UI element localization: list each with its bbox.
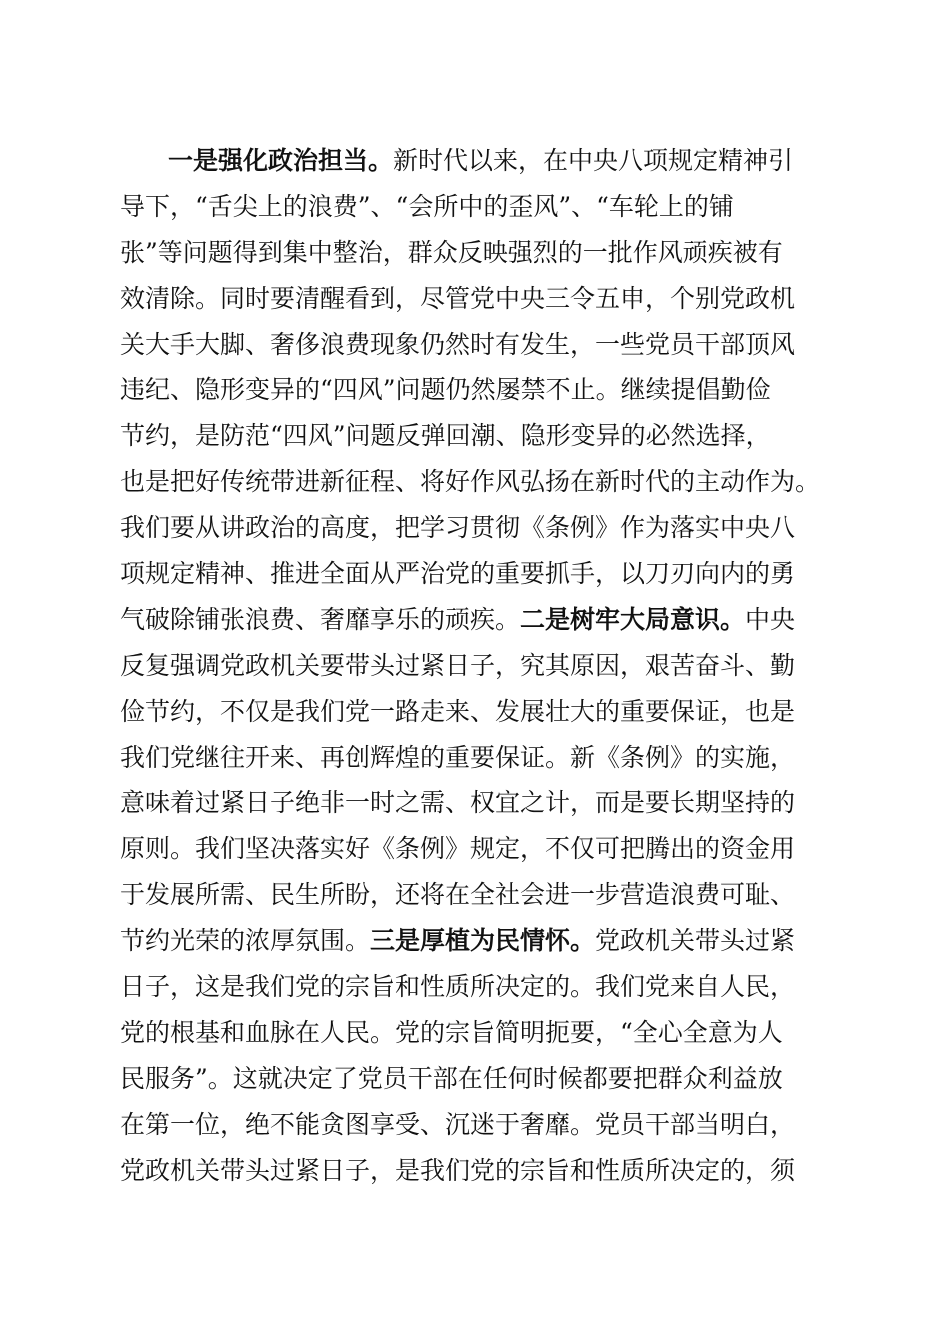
section-heading: 二是树牢大局意识。	[520, 604, 746, 634]
text-line	[120, 138, 860, 184]
text-line	[120, 964, 860, 1010]
text-line	[120, 872, 860, 918]
body-text: 违纪、隐形变异的“四风”问题仍然屡禁不止。继续提倡勤俭	[120, 375, 771, 405]
body-text: 党政机关带头过紧	[595, 926, 796, 956]
body-text: 中央	[745, 604, 796, 634]
text-line	[120, 367, 860, 413]
body-text: 俭节约，不仅是我们党一路走来、发展壮大的重要保证，也是	[120, 696, 796, 726]
body-paragraph	[120, 138, 860, 1193]
text-line	[120, 1010, 860, 1056]
text-line	[120, 826, 860, 872]
text-line	[120, 413, 860, 459]
body-text: 民服务”。这就决定了党员干部在任何时候都要把群众利益放	[120, 1063, 783, 1093]
body-text: 原则。我们坚决落实好《条例》规定，不仅可把腾出的资金用	[120, 834, 796, 864]
text-line	[120, 780, 860, 826]
body-text: 导下，“舌尖上的浪费”、“会所中的歪风”、“车轮上的铺	[120, 191, 734, 221]
body-text: 意味着过紧日子绝非一时之需、权宜之计，而是要长期坚持的	[120, 788, 796, 818]
body-text: 党的根基和血脉在人民。党的宗旨简明扼要，“全心全意为人	[120, 1017, 783, 1047]
body-text: 关大手大脚、奢侈浪费现象仍然时有发生，一些党员干部顶风	[120, 329, 796, 359]
body-text: 于发展所需、民生所盼，还将在全社会进一步营造浪费可耻、	[120, 880, 796, 910]
text-line	[120, 643, 860, 689]
section-heading: 三是厚植为民情怀。	[370, 926, 596, 956]
text-line	[120, 1056, 860, 1102]
body-text: 效清除。同时要清醒看到，尽管党中央三令五申，个别党政机	[120, 283, 796, 313]
section-heading: 一是强化政治担当。	[168, 146, 394, 175]
text-line	[120, 735, 860, 781]
text-line	[120, 551, 860, 597]
text-line	[120, 230, 860, 276]
body-text: 在第一位，绝不能贪图享受、沉迷于奢靡。党员干部当明白，	[120, 1109, 796, 1139]
body-text: 节约，是防范“四风”问题反弹回潮、隐形变异的必然选择，	[120, 421, 771, 451]
text-line	[120, 184, 860, 230]
body-text: 我们党继往开来、再创辉煌的重要保证。新《条例》的实施，	[120, 742, 796, 772]
body-text: 张”等问题得到集中整治，群众反映强烈的一批作风顽疾被有	[120, 237, 783, 267]
text-line	[120, 597, 860, 643]
text-line	[120, 505, 860, 551]
body-text: 项规定精神、推进全面从严治党的重要抓手，以刀刃向内的勇	[120, 559, 796, 589]
body-text: 节约光荣的浓厚氛围。	[120, 926, 371, 956]
body-text: 党政机关带头过紧日子，是我们党的宗旨和性质所决定的，须	[120, 1155, 796, 1185]
body-text: 日子，这是我们党的宗旨和性质所决定的。我们党来自人民，	[120, 972, 796, 1002]
body-text: 气破除铺张浪费、奢靡享乐的顽疾。	[120, 604, 521, 634]
body-text: 新时代以来，在中央八项规定精神引	[393, 146, 794, 175]
text-line	[120, 918, 860, 964]
text-line	[120, 1148, 860, 1194]
text-line	[120, 1102, 860, 1148]
body-text: 反复强调党政机关要带头过紧日子，究其原因，艰苦奋斗、勤	[120, 650, 796, 680]
text-line	[120, 276, 860, 322]
body-text: 我们要从讲政治的高度，把学习贯彻《条例》作为落实中央八	[120, 513, 796, 543]
text-line	[120, 322, 860, 368]
text-line	[120, 689, 860, 735]
text-line	[120, 459, 860, 505]
body-text: 也是把好传统带进新征程、将好作风弘扬在新时代的主动作为。	[120, 467, 821, 497]
